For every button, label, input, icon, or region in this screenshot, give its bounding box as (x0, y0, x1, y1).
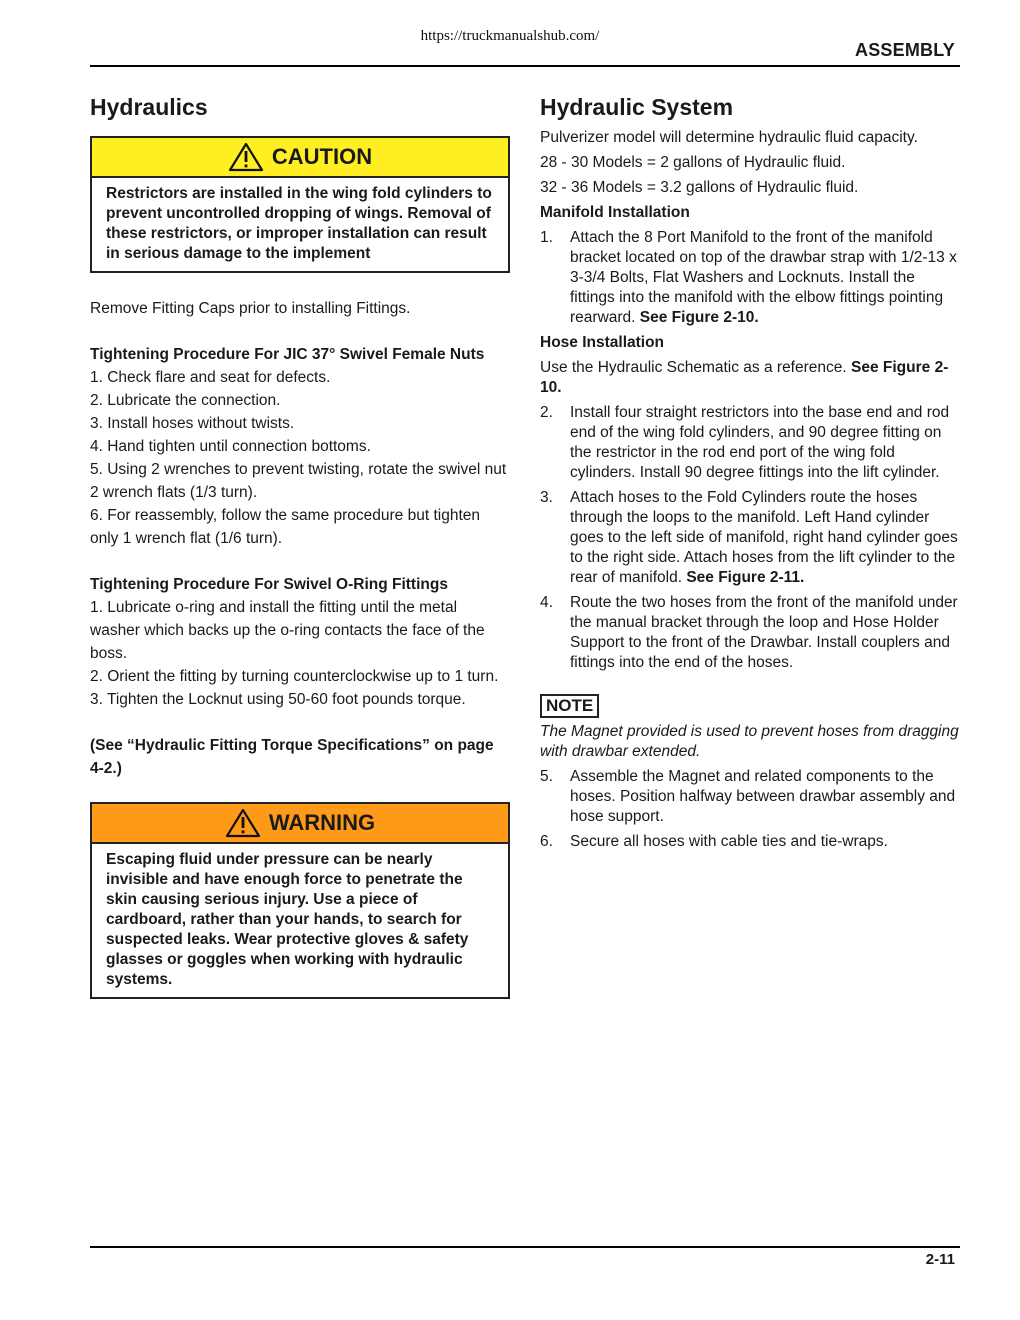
step-text: Attach the 8 Port Manifold to the front of the manifold bracket located on top of the drawbar strap with 1/2-13 x 3-3/4 Bolts, Flat Washers and Locknuts. Install the fittings into the manifold with the elbow fittings pointing rearward. See Figure 2-10. (570, 229, 957, 326)
list-item: 4. Hand tighten until connection bottoms. (90, 438, 371, 455)
figure-reference: See Figure 2-10. (639, 309, 759, 326)
list-item: 5. Using 2 wrenches to prevent twisting, rotate the swivel nut 2 wrench flats (1/3 turn). (90, 461, 507, 501)
right-column (540, 92, 960, 857)
list-item: 2. Orient the fitting by turning counterclockwise up to 1 turn. (90, 668, 499, 685)
list-item: 1. Check flare and seat for defects. (90, 369, 331, 386)
step-text: Route the two hoses from the front of the manifold under the manual bracket through the loop and Hose Holder Support to the front of the Drawbar. Install couplers and fittings into the end of the hoses. (570, 594, 958, 671)
list-item: 6. For reassembly, follow the same procedure but tighten only 1 wrench flat (1/6 turn). (90, 507, 480, 547)
header-rule (90, 65, 960, 67)
list-item (540, 593, 960, 673)
list-item (540, 228, 960, 328)
oring-steps (90, 596, 510, 711)
hose-intro: Use the Hydraulic Schematic as a reference. See Figure 2-10. (540, 359, 949, 396)
step-text: Assemble the Magnet and related components to the hoses. Position halfway between drawbar assembly and hose support. (570, 768, 956, 825)
figure-reference: See Figure 2-11. (686, 569, 805, 586)
left-column (90, 92, 510, 999)
list-item (540, 403, 960, 483)
hydraulic-system-heading: Hydraulic System (540, 94, 734, 120)
capacity-text: 28 - 30 Models = 2 gallons of Hydraulic fluid. (540, 154, 846, 171)
figure-reference: See Figure 2-10. (540, 359, 949, 396)
warning-box (90, 802, 510, 999)
warning-header (92, 804, 508, 844)
jic-steps (90, 366, 510, 550)
list-item (540, 832, 960, 852)
warning-label: WARNING (268, 810, 376, 835)
hydraulics-heading: Hydraulics (90, 94, 208, 120)
warning-triangle-icon (225, 808, 261, 838)
oring-heading: Tightening Procedure For Swivel O-Ring Fittings (90, 576, 448, 593)
list-item: 2. Lubricate the connection. (90, 392, 281, 409)
manifold-heading: Manifold Installation (540, 204, 690, 221)
jic-heading: Tightening Procedure For JIC 37° Swivel Female Nuts (90, 346, 485, 363)
section-title: ASSEMBLY (855, 40, 955, 60)
caution-text: Restrictors are installed in the wing fold cylinders to prevent uncontrolled dropping of wings. Removal of these restrictors, or improper installation can result in serious damage to the implement (106, 185, 492, 262)
warning-triangle-icon (228, 142, 264, 172)
caution-box (90, 136, 510, 273)
list-item: 1. Lubricate o-ring and install the fitting until the metal washer which backs up the o-ring contacts the face of the boss. (90, 599, 485, 662)
step-number: 3. (540, 489, 553, 506)
step-number: 2. (540, 404, 553, 421)
list-item: 3. Tighten the Locknut using 50-60 foot pounds torque. (90, 691, 466, 708)
torque-spec-reference: (See “Hydraulic Fitting Torque Specifications” on page 4-2.) (90, 737, 494, 777)
fitting-caps-text: Remove Fitting Caps prior to installing Fittings. (90, 300, 411, 317)
note-badge: NOTE (540, 694, 599, 718)
hose-heading: Hose Installation (540, 334, 665, 351)
capacity-text: Pulverizer model will determine hydraulic fluid capacity. (540, 129, 918, 146)
step-number: 5. (540, 768, 553, 785)
footer-rule (90, 1246, 960, 1248)
warning-text: Escaping fluid under pressure can be nearly invisible and have enough force to penetrate the skin causing serious injury. Use a piece of cardboard, rather than your hands, to search for suspected leaks. Wear protective gloves & safety glasses or goggles when working with hydraulic systems. (106, 851, 469, 988)
step-text: Secure all hoses with cable ties and tie-wraps. (570, 833, 888, 850)
list-item: 3. Install hoses without twists. (90, 415, 295, 432)
step-number: 6. (540, 833, 553, 850)
step-number: 4. (540, 594, 553, 611)
page-number: 2-11 (925, 1251, 955, 1268)
source-url[interactable]: https://truckmanualshub.com/ (420, 28, 600, 44)
step-text: Install four straight restrictors into the base end and rod end of the wing fold cylinders, and 90 degree fitting on the restrictor in the rod end port of the wing fold cylinders. Install 90 degree fittings into the lift cylinder. (570, 404, 950, 481)
note-text: The Magnet provided is used to prevent hoses from dragging with drawbar extended. (540, 723, 959, 760)
list-item (540, 767, 960, 827)
caution-label: CAUTION (271, 144, 373, 169)
capacity-text: 32 - 36 Models = 3.2 gallons of Hydraulic fluid. (540, 179, 859, 196)
step-number: 1. (540, 229, 553, 246)
list-item (540, 488, 960, 588)
step-text: Attach hoses to the Fold Cylinders route the hoses through the loops to the manifold. Left Hand cylinder goes to the left side of manifold, right hand cylinder goes to the right side. Attach hoses from the lift cylinder to the rear of manifold. See Figure 2-11. (570, 489, 958, 586)
caution-header (92, 138, 508, 178)
